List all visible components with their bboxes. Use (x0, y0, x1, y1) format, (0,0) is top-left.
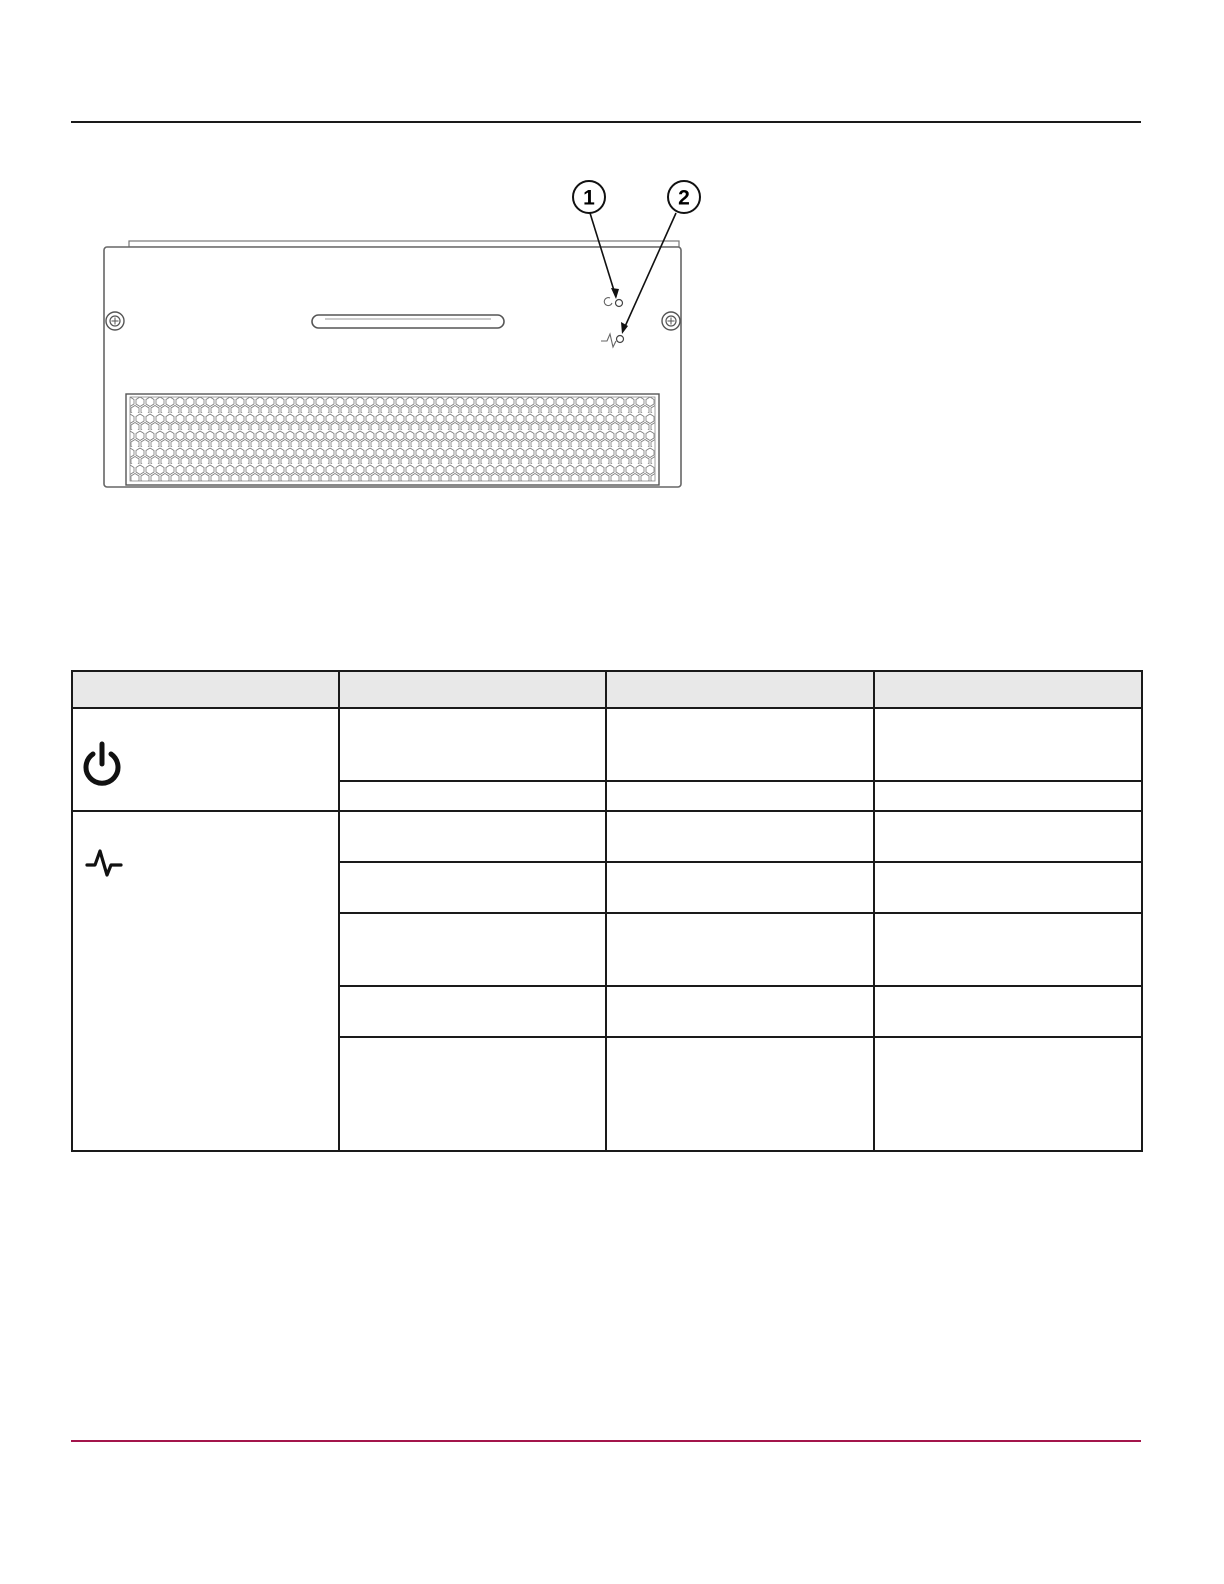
power-led-cell (72, 708, 339, 811)
svg-text:2: 2 (678, 186, 690, 210)
table-row (72, 811, 1142, 862)
table-cell (874, 811, 1142, 862)
table-cell (606, 811, 874, 862)
svg-text:1: 1 (583, 186, 595, 210)
header-cell-1 (72, 671, 339, 708)
panel-top-lip (129, 241, 679, 247)
header-cell-4 (874, 671, 1142, 708)
table-cell (606, 862, 874, 913)
table-cell (874, 986, 1142, 1037)
callout-1 (573, 181, 605, 213)
table-cell (606, 1037, 874, 1151)
table-cell (339, 781, 606, 811)
panel-handle (312, 315, 504, 328)
table-cell (874, 1037, 1142, 1151)
table-header-row (72, 671, 1142, 708)
table-cell (339, 986, 606, 1037)
table-cell (606, 986, 874, 1037)
footer-rule (71, 1440, 1141, 1442)
led-status-table (71, 670, 1143, 1152)
table-cell (606, 708, 874, 781)
table-cell (339, 708, 606, 781)
table-cell (874, 708, 1142, 781)
table-cell (606, 781, 874, 811)
table-cell (339, 913, 606, 986)
table-cell (874, 862, 1142, 913)
table-cell (874, 781, 1142, 811)
table-cell (339, 1037, 606, 1151)
table-cell (339, 811, 606, 862)
heartbeat-icon (85, 846, 125, 881)
table-row (72, 708, 1142, 781)
table-cell (606, 913, 874, 986)
power-icon (79, 739, 125, 792)
header-cell-3 (606, 671, 874, 708)
right-screw-icon (662, 312, 680, 330)
left-screw-icon (106, 312, 124, 330)
table-cell (339, 862, 606, 913)
header-rule (71, 121, 1141, 123)
table-cell (874, 913, 1142, 986)
callout-2 (668, 181, 700, 213)
header-cell-2 (339, 671, 606, 708)
vent-grille (130, 397, 655, 481)
status-led-cell (72, 811, 339, 1151)
power-supply-figure (95, 175, 715, 500)
